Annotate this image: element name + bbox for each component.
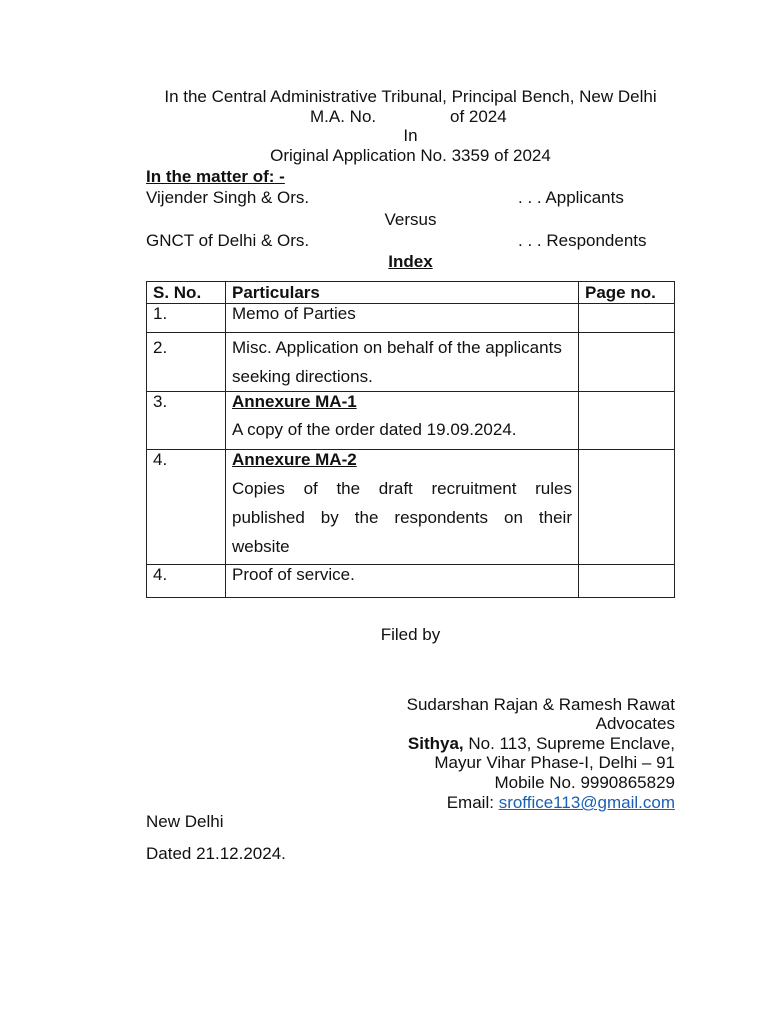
row-particulars: Memo of Parties <box>226 304 579 333</box>
index-title: Index <box>388 252 433 271</box>
advocate-address-line1 <box>300 734 675 754</box>
row-particulars: Misc. Application on behalf of the applicants seeking directions. <box>226 333 579 392</box>
email-link[interactable]: sroffice113@gmail.com <box>498 793 675 812</box>
table-row <box>147 333 675 392</box>
address-building-name: Sithya, <box>407 734 464 753</box>
row-page-no <box>579 565 675 598</box>
annexure-heading: Annexure MA-2 <box>232 450 357 469</box>
row-page-no <box>579 333 675 392</box>
date-label: Dated 21.12.2024. <box>146 844 286 863</box>
row-sno: 2. <box>147 333 226 392</box>
table-row <box>147 565 675 598</box>
table-row <box>147 392 675 450</box>
annexure-heading: Annexure MA-1 <box>232 392 357 411</box>
annexure-description: Copies of the draft recruitment rules published by the respondents on their website <box>232 479 572 556</box>
in-label: In <box>403 126 418 145</box>
advocate-mobile: Mobile No. 9990865829 <box>494 773 675 792</box>
court-title: In the Central Administrative Tribunal, Principal Bench, New Delhi <box>164 87 657 106</box>
ma-year: of 2024 <box>450 107 507 126</box>
email-label: Email: <box>446 793 499 812</box>
table-row <box>147 304 675 333</box>
index-table <box>146 281 675 598</box>
ma-number-label: M.A. No. <box>310 107 377 126</box>
respondent-role: . . . Respondents <box>518 231 647 250</box>
applicant-role: . . . Applicants <box>518 188 624 207</box>
row-sno: 4. <box>147 450 226 565</box>
row-particulars-cell <box>226 450 579 565</box>
matter-title: In the matter of: - <box>146 167 285 186</box>
header-page-no: Page no. <box>579 282 675 304</box>
row-sno: 4. <box>147 565 226 598</box>
annexure-description: A copy of the order dated 19.09.2024. <box>232 420 517 439</box>
row-page-no <box>579 450 675 565</box>
header-particulars: Particulars <box>226 282 579 304</box>
applicant-name: Vijender Singh & Ors. <box>146 188 310 207</box>
original-application: Original Application No. 3359 of 2024 <box>270 146 551 165</box>
table-row <box>147 450 675 565</box>
row-sno: 3. <box>147 392 226 450</box>
versus-label: Versus <box>384 210 437 229</box>
advocate-email-line <box>300 793 675 813</box>
row-page-no <box>579 304 675 333</box>
filed-by-label: Filed by <box>380 625 441 644</box>
row-particulars: Proof of service. <box>226 565 579 598</box>
advocate-address-line2: Mayur Vihar Phase-I, Delhi – 91 <box>434 753 675 772</box>
respondent-name: GNCT of Delhi & Ors. <box>146 231 310 250</box>
header-sno: S. No. <box>147 282 226 304</box>
advocate-names: Sudarshan Rajan & Ramesh Rawat <box>406 695 675 714</box>
row-particulars-cell <box>226 392 579 450</box>
row-page-no <box>579 392 675 450</box>
address-street: No. 113, Supreme Enclave, <box>463 734 675 753</box>
row-sno: 1. <box>147 304 226 333</box>
table-header-row <box>147 282 675 304</box>
advocate-designation: Advocates <box>595 714 675 733</box>
place-label: New Delhi <box>146 812 224 831</box>
